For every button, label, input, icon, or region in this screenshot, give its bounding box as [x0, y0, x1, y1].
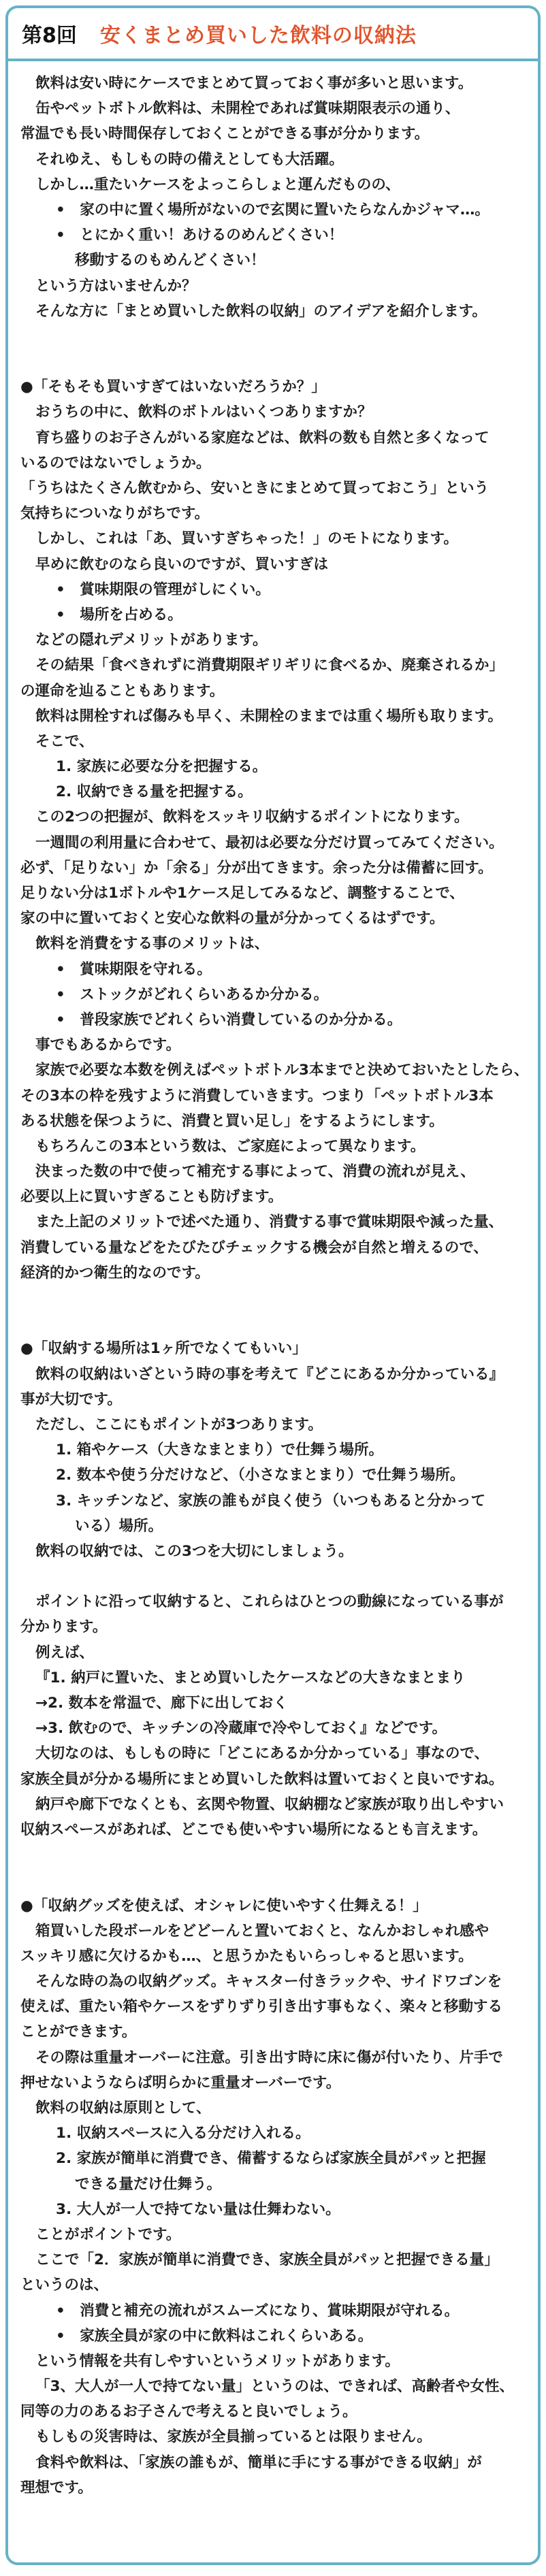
text-line: というのは、 — [20, 2277, 109, 2294]
text-line: おうちの中に、飲料のボトルはいくつありますか？ — [35, 404, 372, 421]
article-frame — [5, 5, 541, 2565]
text-line: 飲料の収納では、この3つを大切にしましょう。 — [35, 1542, 353, 1560]
bullet-item: • 家族全員が家の中に飲料はこれくらいある。 — [56, 2327, 373, 2345]
text-line: 「うちはたくさん飲むから、安いときにまとめて買っておこう」という — [20, 480, 489, 497]
text-line: 飲料の収納は原則として、 — [35, 2100, 211, 2117]
text-line: 使えば、重たい箱やケースをずりずり引き出す事もなく、楽々と移動する — [20, 1998, 502, 2016]
article-body — [8, 61, 538, 2500]
bullet-item: 移動するのもめんどくさい！ — [75, 252, 266, 270]
numbered-item: 1. 収納スペースに入る分だけ入れる。 — [56, 2125, 310, 2142]
text-line: 食料や飲料は、「家族の誰もが、簡単に手にする事ができる収納」が — [35, 2453, 482, 2471]
text-line: 箱買いした段ボールをどどーんと置いておくと、なんかおしゃれ感や — [35, 1922, 489, 1940]
bullet-item: • ストックがどれくらいあるか分かる。 — [56, 985, 329, 1003]
bullet-item: • 賞味期限の管理がしにくい。 — [56, 581, 270, 598]
text-line: ここで「2．家族が簡単に消費でき、家族全員がパッと把握できる量」 — [35, 2251, 499, 2269]
text-line: しかし…重たいケースをよっこらしょと運んだものの、 — [35, 176, 400, 193]
spacer — [20, 1842, 526, 1868]
bullet-item: • とにかく重い！あけるのめんどくさい！ — [56, 227, 344, 244]
bullet-item: • 場所を占める。 — [56, 606, 182, 623]
text-line: もしもの災害時は、家族が全員揃っているとは限りません。 — [35, 2428, 432, 2446]
text-line: 「3、大人が一人で持てない量」というのは、できれば、高齢者や女性、 — [35, 2378, 514, 2396]
text-line: それゆえ、もしもの時の備えとしても大活躍。 — [35, 150, 344, 168]
text-line: この2つの把握が、飲料をスッキリ収納するポイントになります。 — [35, 809, 469, 826]
text-line: いるのではないでしょうか。 — [20, 454, 211, 472]
text-line: 気持ちについなりがちです。 — [20, 505, 210, 523]
section-heading: ●「収納する場所は1ヶ所でなくてもいい」 — [20, 1340, 307, 1358]
text-line: 早めに飲むのなら良いのですが、買いすぎは — [35, 555, 329, 573]
text-line: スッキリ感に欠けるかも…、と思うかたもいらっしゃると思います。 — [20, 1947, 473, 1965]
text-line: 決まった数の中で使って補充する事によって、消費の流れが見え、 — [35, 1163, 475, 1181]
text-line: 例えば、 — [35, 1644, 95, 1661]
text-line: 飲料は安い時にケースでまとめて買っておく事が多いと思います。 — [35, 75, 473, 92]
text-line: 必ず、「足りない」か「余る」分が出てきます。余った分は備蓄に回す。 — [20, 859, 493, 877]
text-line: →2. 数本を常温で、廊下に出しておく — [35, 1695, 288, 1712]
text-line: 飲料は開栓すれば傷みも早く、未開栓のままでは重く場所も取ります。 — [35, 707, 502, 725]
numbered-item: 3. 大人が一人で持てない量は仕舞わない。 — [56, 2200, 340, 2218]
text-line: 育ち盛りのお子さんがいる家庭などは、飲料の数も自然と多くなって — [35, 429, 489, 446]
spacer — [20, 1311, 526, 1336]
text-line: ポイントに沿って収納すると、これらはひとつの動線になっている事が — [35, 1593, 504, 1611]
text-line: 理想です。 — [20, 2479, 93, 2496]
text-line: 経済的かつ衛生的なのです。 — [20, 1264, 210, 1282]
text-line: また上記のメリットで述べた通り、消費する事で賞味期限や減った量、 — [35, 1213, 504, 1231]
bullet-item: • 賞味期限を守れる。 — [56, 960, 212, 978]
numbered-item: 1. 箱やケース（大きなまとまり）で仕舞う場所。 — [56, 1441, 384, 1459]
text-line: 常温でも長い時間保存しておくことができる事が分かります。 — [20, 125, 430, 143]
text-line: 家族全員が分かる場所にまとめ買いした飲料は置いておくと良いですね。 — [20, 1770, 504, 1788]
text-line: 分かります。 — [20, 1618, 108, 1636]
article-header — [8, 8, 538, 61]
text-line: 納戸や廊下でなくとも、玄関や物置、収納棚など家族が取り出しやすい — [35, 1795, 504, 1813]
text-line: そんな方に「まとめ買いした飲料の収納」のアイデアを紹介します。 — [35, 302, 487, 320]
article-title: 安くまとめ買いした飲料の収納法 — [99, 24, 417, 48]
text-line: 同等の力のあるお子さんで考えると良いでしょう。 — [20, 2403, 357, 2421]
text-line: 押せないようならば明らかに重量オーバーです。 — [20, 2074, 341, 2091]
bullet-item: • 消費と補充の流れがスムーズになり、賞味期限が守れる。 — [56, 2302, 460, 2319]
text-line: 必要以上に買いすぎることも防げます。 — [20, 1188, 283, 1206]
text-line: そこで、 — [35, 732, 94, 750]
text-line: そんな時の為の収納グッズ。キャスター付きラックや、サイドワゴンを — [35, 1973, 502, 1991]
section-heading: ●「そもそも買いすぎてはいないだろうか？」 — [20, 378, 326, 396]
numbered-item: 3. キッチンなど、家族の誰もが良く使う（いつもあると分かって — [56, 1492, 486, 1510]
section-heading: ●「収納グッズを使えば、オシャレに使いやすく仕舞える！」 — [20, 1897, 428, 1914]
text-line: その際は重量オーバーに注意。引き出す時に床に傷が付いたり、片手で — [35, 2049, 503, 2066]
text-line: 大切なのは、もしもの時に「どこにあるか分かっている」事なので、 — [35, 1745, 489, 1763]
bullet-item: • 普段家族でどれくらい消費しているのか分かる。 — [56, 1011, 402, 1028]
text-line: 飲料を消費をする事のメリットは、 — [35, 935, 270, 953]
numbered-item: 2. 収納できる量を把握する。 — [56, 783, 253, 801]
text-line: その結果「食べきれずに消費期限ギリギリに食べるか、廃棄されるか」 — [35, 657, 504, 674]
text-line: もちろんこの3本という数は、ご家庭によって異なります。 — [35, 1137, 425, 1155]
text-line: 足りない分は1ボトルや1ケース足してみるなど、調整することで、 — [20, 885, 464, 902]
spacer — [20, 1564, 526, 1589]
spacer — [20, 1286, 526, 1311]
bullet-item: • 家の中に置く場所がないので玄関に置いたらなんかジャマ…。 — [56, 201, 489, 218]
text-line: ただし、ここにもポイントが3つあります。 — [35, 1416, 323, 1433]
text-line: 収納スペースがあれば、どこでも使いやすい場所になるとも言えます。 — [20, 1821, 487, 1838]
text-line: 『1. 納戸に置いた、まとめ買いしたケースなどの大きなまとまり — [35, 1669, 466, 1686]
text-line: 消費している量などをたびたびチェックする機会が自然と増えるので、 — [20, 1239, 488, 1256]
text-line: 缶やペットボトル飲料は、未開栓であれば賞味期限表示の通り、 — [35, 100, 460, 118]
numbered-item: いる）場所。 — [75, 1517, 163, 1535]
text-line: という情報を共有しやすいというメリットがあります。 — [35, 2352, 400, 2370]
spacer — [20, 1868, 526, 1893]
text-line: その3本の枠を残すように消費していきます。つまり「ペットボトル3本 — [20, 1087, 494, 1105]
text-line: 家の中に置いておくと安心な飲料の量が分かってくるはずです。 — [20, 910, 445, 928]
text-line: ことができます。 — [20, 2023, 137, 2041]
text-line: 一週間の利用量に合わせて、最初は必要な分だけ買ってみてください。 — [35, 834, 504, 851]
text-line: ことがポイントです。 — [35, 2226, 181, 2243]
numbered-item: できる量だけ仕舞う。 — [75, 2175, 222, 2193]
text-line: 事が大切です。 — [20, 1390, 122, 1408]
text-line: →3. 飲むので、キッチンの冷蔵庫で冷やしておく』などです。 — [35, 1720, 447, 1738]
text-line: 事でもあるからです。 — [35, 1037, 181, 1054]
text-line: などの隠れデメリットがあります。 — [35, 632, 268, 649]
text-line: の運命を辿ることもあります。 — [20, 682, 225, 700]
numbered-item: 2. 数本や使う分だけなど、（小さなまとまり）で仕舞う場所。 — [56, 1467, 465, 1484]
numbered-item: 1. 家族に必要な分を把握する。 — [56, 758, 268, 776]
spacer — [20, 324, 526, 349]
text-line: 飲料の収納はいざという時の事を考えて『どこにあるか分かっている』 — [35, 1365, 504, 1383]
text-line: しかし、これは「あ、買いすぎちゃった！」のモトになります。 — [35, 530, 458, 548]
text-line: という方はいませんか？ — [35, 277, 197, 295]
episode-badge: 第8回 — [22, 24, 77, 48]
text-line: 家族で必要な本数を例えばペットボトル3本までと決めておいたとしたら、 — [35, 1062, 529, 1079]
text-line: ある状態を保つように、消費と買い足し」をするようにします。 — [20, 1112, 444, 1130]
spacer — [20, 349, 526, 374]
numbered-item: 2. 家族が簡単に消費でき、備蓄するならば家族全員がパッと把握 — [56, 2150, 486, 2168]
